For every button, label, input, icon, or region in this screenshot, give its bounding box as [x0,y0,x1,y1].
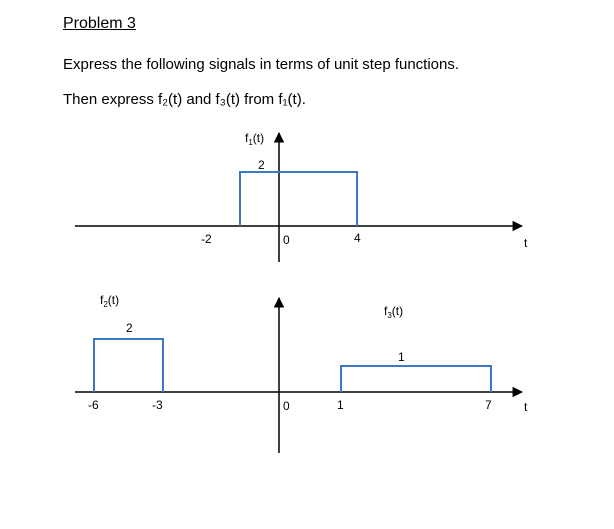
bottom-tick-label: -6 [88,398,99,412]
top-tick-label: 4 [354,231,361,245]
f2-amplitude-label: 2 [126,321,133,335]
f2-signal-label: $f_2(t)$ [100,293,120,309]
top-tick-label: 0 [283,233,290,247]
problem-instruction-2: Then express f₂(t) and f₃(t) from f₁(t). [63,91,306,108]
bottom-axis-var-label: t [524,400,528,414]
f3-pulse [341,366,491,392]
top-amplitude-label: 2 [258,158,265,172]
f3-signal-label: $f_3(t)$ [384,304,404,320]
top-signal-label: $f_1(t)$ [245,131,265,147]
bottom-tick-label: 1 [337,398,344,412]
bottom-tick-label: 0 [283,399,290,413]
f2-pulse [94,339,163,392]
top-axis-var-label: t [524,236,528,250]
problem-instruction-1: Express the following signals in terms of unit step functions. [63,56,460,73]
bottom-tick-label: -3 [152,398,163,412]
top-tick-label: -2 [201,232,212,246]
f3-amplitude-label: 1 [398,350,405,364]
f1-pulse [240,172,357,226]
bottom-tick-label: 7 [485,398,492,412]
problem-title: Problem 3 [63,15,136,32]
